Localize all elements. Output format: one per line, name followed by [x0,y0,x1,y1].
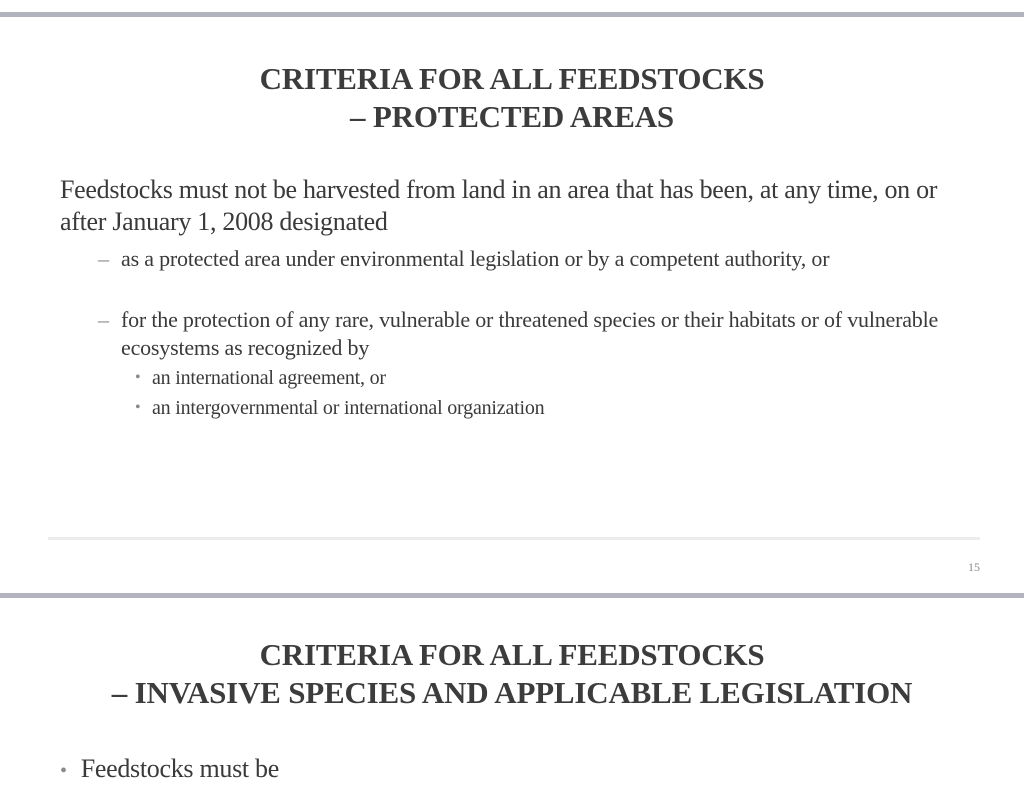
nested-bullet-text: an international agreement, or [152,367,386,389]
slide-title-line-1: CRITERIA FOR ALL FEEDSTOCKS [259,61,765,96]
slide-16[interactable] [0,598,1024,783]
bullet-marker: • [60,760,67,782]
sub-bullet-text: as a protected area under environmental legislation or by a competent authority, or [121,246,830,271]
sub-bullet-item [98,245,968,273]
slide-title-line-2: – INVASIVE SPECIES AND APPLICABLE LEGISLATION [111,675,913,710]
slide-title-line-1: CRITERIA FOR ALL FEEDSTOCKS [259,637,765,672]
footer-divider [48,537,980,540]
nested-bullet-item [135,395,955,421]
bullet-marker: • [135,399,141,416]
body-paragraph [60,753,980,787]
nested-bullet-item [135,365,955,391]
slide-15[interactable] [0,17,1024,593]
sub-bullet-text: for the protection of any rare, vulnerable or threatened species or their habitats or of vulnerable ecosystems as recognized by [121,307,939,360]
slide-title [0,60,1024,136]
dash-marker: – [98,246,109,271]
page-number: 15 [968,560,980,574]
nested-bullet-text: an intergovernmental or international organization [152,397,545,419]
slide-title [0,636,1024,712]
dash-marker: – [98,307,109,332]
sub-bullet-item [98,306,968,362]
body-paragraph: Feedstocks must not be harvested from land in an area that has been, at any time, on or after January 1, 2008 designated [60,175,938,236]
body-paragraph-text: Feedstocks must be [80,754,279,783]
slide-title-line-2: – PROTECTED AREAS [350,99,674,134]
bullet-marker: • [135,369,141,386]
